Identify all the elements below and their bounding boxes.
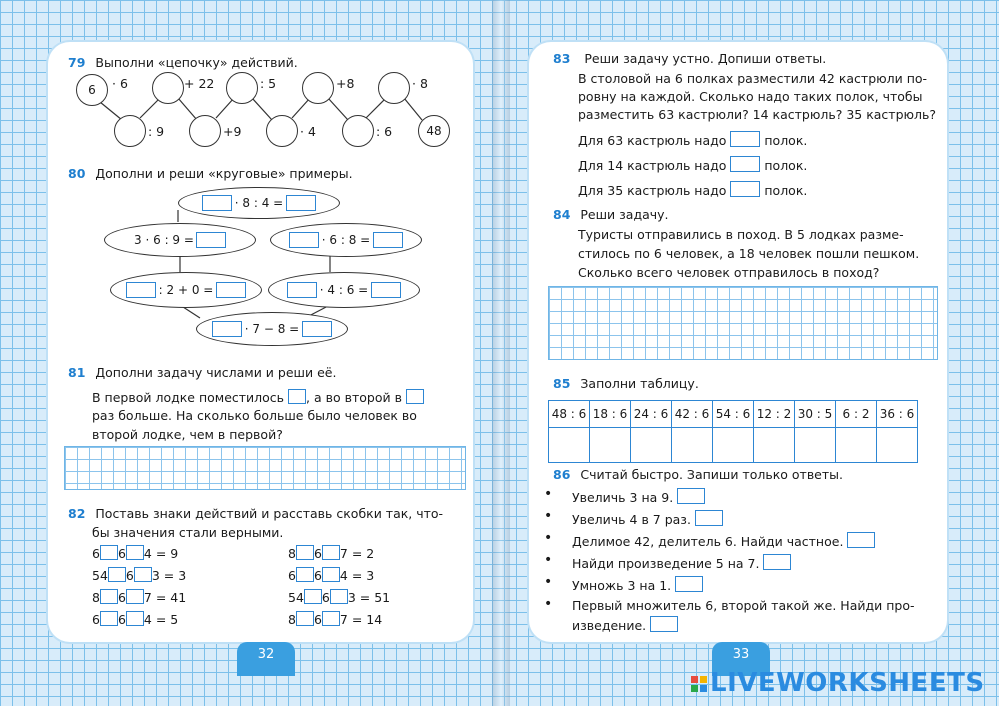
task-text: Дополни и реши «круговые» примеры. <box>95 166 353 181</box>
answer-cell[interactable] <box>795 428 836 463</box>
task-85-header <box>553 376 699 391</box>
bullet-icon: • <box>544 508 553 524</box>
table-cell: 54 : 6 <box>713 401 754 428</box>
answer-box[interactable] <box>302 321 332 337</box>
task-83-line: В столовой на 6 полках разместили 42 кастрюли по- <box>578 71 928 86</box>
page-number-right: 33 <box>712 642 770 676</box>
answer-box[interactable] <box>322 545 340 560</box>
task-81-header <box>68 365 336 380</box>
table-cell: 12 : 2 <box>754 401 795 428</box>
answer-cell[interactable] <box>549 428 590 463</box>
task-number: 84 <box>553 207 571 222</box>
chain-circle[interactable] <box>266 115 298 147</box>
task-number: 79 <box>68 55 86 70</box>
task-text: Выполни «цепочку» действий. <box>95 55 298 70</box>
answer-box[interactable] <box>100 611 118 626</box>
answer-line: Для 14 кастрюль надо полок. <box>578 158 808 173</box>
fill-table <box>548 400 918 463</box>
ellipse-example: · 4 : 6 = <box>268 272 420 308</box>
ellipse-example: 3 · 6 : 9 = <box>104 223 256 257</box>
op-label: · 4 <box>300 124 316 139</box>
chain-circle[interactable] <box>302 72 334 104</box>
list-item: Увеличь 3 на 9. <box>572 488 705 505</box>
task-number: 82 <box>68 506 86 521</box>
bullet-icon: • <box>544 574 553 590</box>
equation: 54 6 3 = 3 <box>92 568 187 583</box>
answer-box[interactable] <box>730 156 760 172</box>
answer-box[interactable] <box>675 576 703 592</box>
task-text: Заполни таблицу. <box>580 376 699 391</box>
answer-box[interactable] <box>763 554 791 570</box>
answer-line: Для 35 кастрюль надо полок. <box>578 183 808 198</box>
table-cell: 6 : 2 <box>836 401 877 428</box>
answer-box[interactable] <box>289 232 319 248</box>
task-text: бы значения стали верными. <box>92 525 284 540</box>
solution-grid[interactable] <box>548 286 938 360</box>
answer-box[interactable] <box>288 389 306 404</box>
chain-circle[interactable] <box>152 72 184 104</box>
op-label: : 5 <box>260 76 277 91</box>
answer-cell[interactable] <box>754 428 795 463</box>
brand-logo <box>690 668 985 698</box>
answer-box[interactable] <box>695 510 723 526</box>
equation: 6 6 4 = 5 <box>92 612 179 627</box>
op-label: +9 <box>223 124 242 139</box>
answer-box[interactable] <box>330 589 348 604</box>
table-cell: 30 : 5 <box>795 401 836 428</box>
chain-circle[interactable] <box>226 72 258 104</box>
answer-box[interactable] <box>296 545 314 560</box>
task-number: 86 <box>553 467 571 482</box>
answer-box[interactable] <box>406 389 424 404</box>
task-text: Реши задачу устно. Допиши ответы. <box>584 51 827 66</box>
answer-box[interactable] <box>650 616 678 632</box>
equation: 6 6 4 = 3 <box>288 568 375 583</box>
list-item: изведение. <box>572 616 678 633</box>
brand-name: LIVEWORKSHEETS <box>710 668 985 698</box>
task-86-header <box>553 467 843 482</box>
task-84-header <box>553 207 669 222</box>
task-84-line: Туристы отправились в поход. В 5 лодках разме- <box>578 227 904 242</box>
task-83-header <box>553 51 826 66</box>
chain-start: 6 <box>76 74 108 106</box>
bullet-icon: • <box>544 552 553 568</box>
task-text: Реши задачу. <box>580 207 669 222</box>
task-82-header <box>68 506 443 521</box>
chain-circle[interactable] <box>342 115 374 147</box>
task-81-line: второй лодке, чем в первой? <box>92 427 283 442</box>
task-text: Поставь знаки действий и расставь скобки так, что- <box>95 506 444 521</box>
list-item: Найди произведение 5 на 7. <box>572 554 791 571</box>
task-81-line: В первой лодке поместилось , а во второй в <box>92 389 424 405</box>
ellipse-example: · 7 − 8 = <box>196 312 348 346</box>
answer-box[interactable] <box>196 232 226 248</box>
equation: 8 6 7 = 41 <box>92 590 187 605</box>
chain-circle[interactable] <box>189 115 221 147</box>
answer-cell[interactable] <box>672 428 713 463</box>
answer-box[interactable] <box>296 567 314 582</box>
equation: 54 6 3 = 51 <box>288 590 391 605</box>
bullet-icon: • <box>544 530 553 546</box>
answer-box[interactable] <box>126 545 144 560</box>
ellipse-example: · 6 : 8 = <box>270 223 422 257</box>
answer-box[interactable] <box>677 488 705 504</box>
answer-box[interactable] <box>730 131 760 147</box>
task-number: 81 <box>68 365 86 380</box>
answer-box[interactable] <box>371 282 401 298</box>
equation: 8 6 7 = 2 <box>288 546 375 561</box>
chain-circle[interactable] <box>378 72 410 104</box>
op-label: : 9 <box>148 124 165 139</box>
answer-box[interactable] <box>304 589 322 604</box>
answer-cell[interactable] <box>836 428 877 463</box>
op-label: · 6 <box>112 76 128 91</box>
list-item: Умножь 3 на 1. <box>572 576 703 593</box>
answer-line: Для 63 кастрюль надо полок. <box>578 133 808 148</box>
answer-cell[interactable] <box>713 428 754 463</box>
chain-circle[interactable] <box>114 115 146 147</box>
task-84-line: стилось по 6 человек, а 18 человек пошли пешком. <box>578 246 920 261</box>
answer-box[interactable] <box>134 567 152 582</box>
answer-box[interactable] <box>286 195 316 211</box>
task-83-line: разместить 63 кастрюли? 14 кастрюль? 35 кастрюль? <box>578 107 937 122</box>
task-number: 85 <box>553 376 571 391</box>
answer-cell[interactable] <box>877 428 918 463</box>
task-number: 80 <box>68 166 86 181</box>
op-label: + 22 <box>184 76 215 91</box>
answer-box[interactable] <box>322 567 340 582</box>
list-item: Делимое 42, делитель 6. Найди частное. <box>572 532 875 549</box>
answer-box[interactable] <box>296 611 314 626</box>
answer-box[interactable] <box>322 611 340 626</box>
list-item: Первый множитель 6, второй такой же. Найди про- <box>572 598 915 613</box>
answer-box[interactable] <box>216 282 246 298</box>
op-label: · 8 <box>412 76 428 91</box>
answer-box[interactable] <box>108 567 126 582</box>
logo-icon <box>690 675 708 693</box>
page-number-left: 32 <box>237 642 295 676</box>
op-label: +8 <box>336 76 355 91</box>
equation: 6 6 4 = 9 <box>92 546 179 561</box>
answer-box[interactable] <box>373 232 403 248</box>
table-cell: 36 : 6 <box>877 401 918 428</box>
ellipse-example: · 8 : 4 = <box>178 187 340 219</box>
answer-box[interactable] <box>287 282 317 298</box>
answer-box[interactable] <box>730 181 760 197</box>
task-84-line: Сколько всего человек отправилось в поход? <box>578 265 880 280</box>
chain-end: 48 <box>418 115 450 147</box>
answer-box[interactable] <box>212 321 242 337</box>
task-text: Считай быстро. Запиши только ответы. <box>580 467 844 482</box>
answer-cell[interactable] <box>590 428 631 463</box>
equation: 8 6 7 = 14 <box>288 612 383 627</box>
answer-box[interactable] <box>100 545 118 560</box>
answer-box[interactable] <box>126 611 144 626</box>
task-83-line: ровну на каждой. Сколько надо таких полок, чтобы <box>578 89 923 104</box>
task-80-header <box>68 166 353 181</box>
op-label: : 6 <box>376 124 393 139</box>
list-item: Увеличь 4 в 7 раз. <box>572 510 723 527</box>
answer-box[interactable] <box>202 195 232 211</box>
solution-grid[interactable] <box>64 446 466 490</box>
table-cell: 42 : 6 <box>672 401 713 428</box>
bullet-icon: • <box>544 596 553 612</box>
table-cell: 18 : 6 <box>590 401 631 428</box>
answer-box[interactable] <box>126 282 156 298</box>
answer-cell[interactable] <box>631 428 672 463</box>
answer-box[interactable] <box>100 589 118 604</box>
answer-box[interactable] <box>126 589 144 604</box>
task-number: 83 <box>553 51 571 66</box>
task-81-line: раз больше. На сколько больше было человек во <box>92 408 417 423</box>
task-text: Дополни задачу числами и реши её. <box>95 365 337 380</box>
table-cell: 48 : 6 <box>549 401 590 428</box>
bullet-icon: • <box>544 486 553 502</box>
table-cell: 24 : 6 <box>631 401 672 428</box>
ellipse-example: : 2 + 0 = <box>110 272 262 308</box>
answer-box[interactable] <box>847 532 875 548</box>
